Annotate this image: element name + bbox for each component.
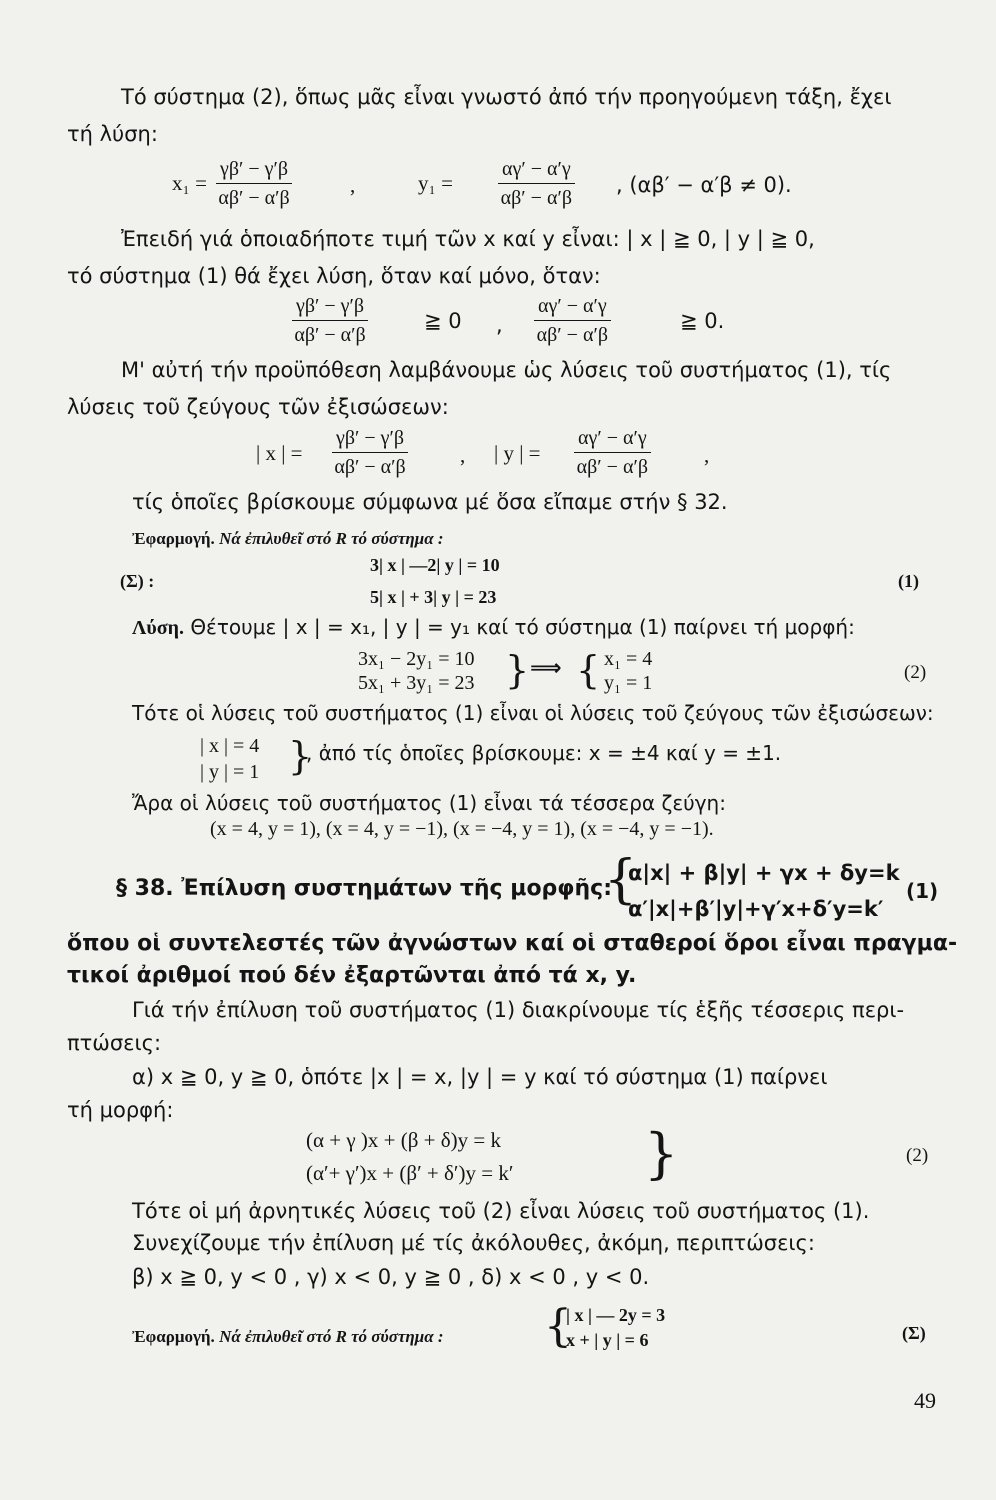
abs-y-equals-1: | y | = 1	[200, 761, 260, 783]
abs-x-label: | x | =	[256, 441, 303, 465]
system-1-equation-1: 3| x | —2| y | = 10	[370, 555, 500, 575]
other-cases: β) x ≧ 0, y < 0 , γ) x < 0, y ≧ 0 , δ) x < 0 , y < 0.	[132, 1265, 650, 1289]
hypothesis-line-1: Μ' αὐτή τήν προϋπόθεση λαμβάνουμε ὡς λύσεις τοῦ συστήματος (1), τίς	[121, 358, 892, 382]
y1-numerator: αγ′ − α′γ	[498, 157, 575, 184]
y1-fraction	[498, 157, 575, 210]
case-a-equation-2: (α′+ γ′)x + (β′ + δ′)y = k′	[306, 1161, 514, 1185]
right-brace-1: }	[505, 648, 530, 692]
system-1-number: (1)	[898, 571, 919, 591]
case-a-line-2: τή μορφή:	[67, 1098, 174, 1122]
condition-line-2: τό σύστημα (1) θά ἔχει λύση, ὅταν καί μόνο, ὅταν:	[67, 264, 601, 288]
abs-y-label: | y | =	[494, 441, 541, 465]
section-38-equation-1: α|x| + β|y| + γx + δy=k	[628, 861, 900, 885]
system-2-number: (2)	[904, 662, 927, 683]
result-x1: x₁ = 4	[604, 648, 653, 670]
inequality-separator: ,	[496, 313, 503, 337]
formula-separator: ,	[350, 173, 356, 197]
abs-y-fraction	[574, 426, 651, 479]
solution-1-text: Θέτουμε | x | = x₁, | y | = y₁ καί τό σύστημα (1) παίρνει τή μορφή:	[190, 615, 855, 639]
application-1-text: Νά ἐπιλυθεῖ στό R τό σύστημα :	[219, 529, 444, 548]
section-38-equation-2: α′|x|+β′|y|+γ′x+δ′y=k′	[628, 897, 884, 921]
case-a-number: (2)	[906, 1145, 929, 1166]
result-y1: y₁ = 1	[604, 672, 653, 694]
abs-x-fraction	[332, 426, 408, 479]
inequality-1-denominator: αβ′ − α′β	[294, 324, 366, 346]
section-38-brace: {	[604, 850, 638, 910]
intro-line-1: Τό σύστημα (2), ὅπως μᾶς εἶναι γνωστό ἀπό τήν προηγούμενη τάξη, ἔχει	[121, 85, 892, 109]
system-sigma-label: (Σ) :	[120, 571, 155, 591]
application-2-heading	[132, 1324, 444, 1350]
inequality-2-denominator: αβ′ − α′β	[536, 324, 608, 346]
inequality-2-numerator: αγ′ − α′γ	[534, 294, 611, 321]
condition-line-1: Ἐπειδή γιά ὁποιαδήποτε τιμή τῶν x καί y εἶναι: | x | ≧ 0, | y | ≧ 0,	[121, 227, 815, 251]
application-2-label: Ἐφαρμογή.	[132, 1327, 215, 1346]
reduced-equation-2: 5x₁ + 3y₁ = 23	[358, 672, 475, 694]
y1-label: y₁ =	[418, 171, 453, 195]
x1-denominator: αβ′ − α′β	[218, 187, 290, 209]
solution-1-label: Λύση.	[132, 617, 184, 639]
section-38-subtitle-2: τικοί ἀριθμοί πού δέν ἐξαρτῶνται ἀπό τά x, y.	[67, 963, 637, 988]
x1-label: x₁ =	[172, 171, 207, 195]
y1-denominator: αβ′ − α′β	[500, 187, 572, 209]
solution-1-conclusion: Ἄρα οἱ λύσεις τοῦ συστήματος (1) εἶναι τά τέσσερα ζεύγη:	[132, 791, 726, 815]
right-brace-3: }	[644, 1122, 679, 1185]
cases-after-1: Τότε οἱ μή ἀρνητικές λύσεις τοῦ (2) εἶναι λύσεις τοῦ συστήματος (1).	[132, 1199, 870, 1223]
solution-1-intro	[132, 614, 855, 641]
section-38-subtitle-1: ὅπου οἱ συντελεστές τῶν ἀγνώστων καί οἱ σταθεροί ὅροι εἶναι πραγμα-	[67, 931, 958, 956]
case-a-equation-1: (α + γ )x + (β + δ)y = k	[306, 1128, 501, 1152]
left-brace-1: {	[576, 648, 601, 692]
system-1-equation-2: 5| x | + 3| y | = 23	[370, 587, 497, 607]
left-brace-2: {	[544, 1301, 572, 1352]
cases-intro-1: Γιά τήν ἐπίλυση τοῦ συστήματος (1) διακρίνουμε τίς ἑξῆς τέσσερις περι-	[132, 998, 905, 1022]
inequality-2-relation: ≧ 0.	[680, 309, 725, 333]
x1-fraction	[216, 157, 292, 210]
abs-x-numerator: γβ′ − γ′β	[332, 426, 408, 453]
section-38-title: § 38. Ἐπίλυση συστημάτων τῆς μορφῆς:	[116, 876, 613, 901]
reduced-equation-1: 3x₁ − 2y₁ = 10	[358, 648, 475, 670]
abs-y-denominator: αβ′ − α′β	[576, 456, 648, 478]
reference-line: τίς ὁποῖες βρίσκουμε σύμφωνα μέ ὅσα εἴπαμε στήν § 32.	[132, 490, 728, 514]
cases-after-2: Συνεχίζουμε τήν ἐπίλυση μέ τίς ἀκόλουθες, ἀκόμη, περιπτώσεις:	[132, 1231, 815, 1255]
abs-y-numerator: αγ′ − α′γ	[574, 426, 651, 453]
implies-arrow: ⟹	[530, 656, 562, 681]
case-a-line-1: α) x ≧ 0, y ≧ 0, ὁπότε |x | = x, |y | = y καί τό σύστημα (1) παίρνει	[132, 1065, 828, 1089]
inequality-1-fraction	[292, 294, 368, 347]
application-2-equation-2: x + | y | = 6	[566, 1330, 649, 1350]
application-1-label: Ἐφαρμογή.	[132, 529, 215, 548]
right-brace-2: }	[288, 734, 313, 778]
solution-1-then: Τότε οἱ λύσεις τοῦ συστήματος (1) εἶναι οἱ λύσεις τοῦ ζεύγους τῶν ἐξισώσεων:	[132, 701, 934, 725]
abs-end-comma: ,	[704, 443, 710, 467]
application-2-sigma: (Σ)	[902, 1323, 926, 1343]
x1-numerator: γβ′ − γ′β	[216, 157, 292, 184]
determinant-condition: , (αβ′ − α′β ≠ 0).	[616, 173, 792, 197]
abs-solution-text: , ἀπό τίς ὁποῖες βρίσκουμε: x = ±4 καί y = ±1.	[306, 741, 782, 765]
application-2-equation-1: | x | — 2y = 3	[566, 1305, 666, 1325]
solution-pairs: (x = 4, y = 1), (x = 4, y = −1), (x = −4, y = 1), (x = −4, y = −1).	[210, 818, 714, 840]
abs-x-equals-4: | x | = 4	[200, 735, 260, 757]
intro-line-2: τή λύση:	[67, 122, 158, 146]
inequality-2-fraction	[534, 294, 611, 347]
inequality-1-relation: ≧ 0	[424, 309, 462, 333]
application-1-heading	[132, 526, 444, 552]
inequality-1-numerator: γβ′ − γ′β	[292, 294, 368, 321]
abs-separator: ,	[460, 443, 466, 467]
section-38-number: (1)	[906, 879, 939, 903]
abs-x-denominator: αβ′ − α′β	[334, 456, 406, 478]
cases-intro-2: πτώσεις:	[67, 1031, 162, 1055]
hypothesis-line-2: λύσεις τοῦ ζεύγους τῶν ἐξισώσεων:	[67, 395, 449, 419]
application-2-text: Νά ἐπιλυθεῖ στό R τό σύστημα :	[219, 1327, 444, 1346]
page-number: 49	[914, 1388, 936, 1413]
